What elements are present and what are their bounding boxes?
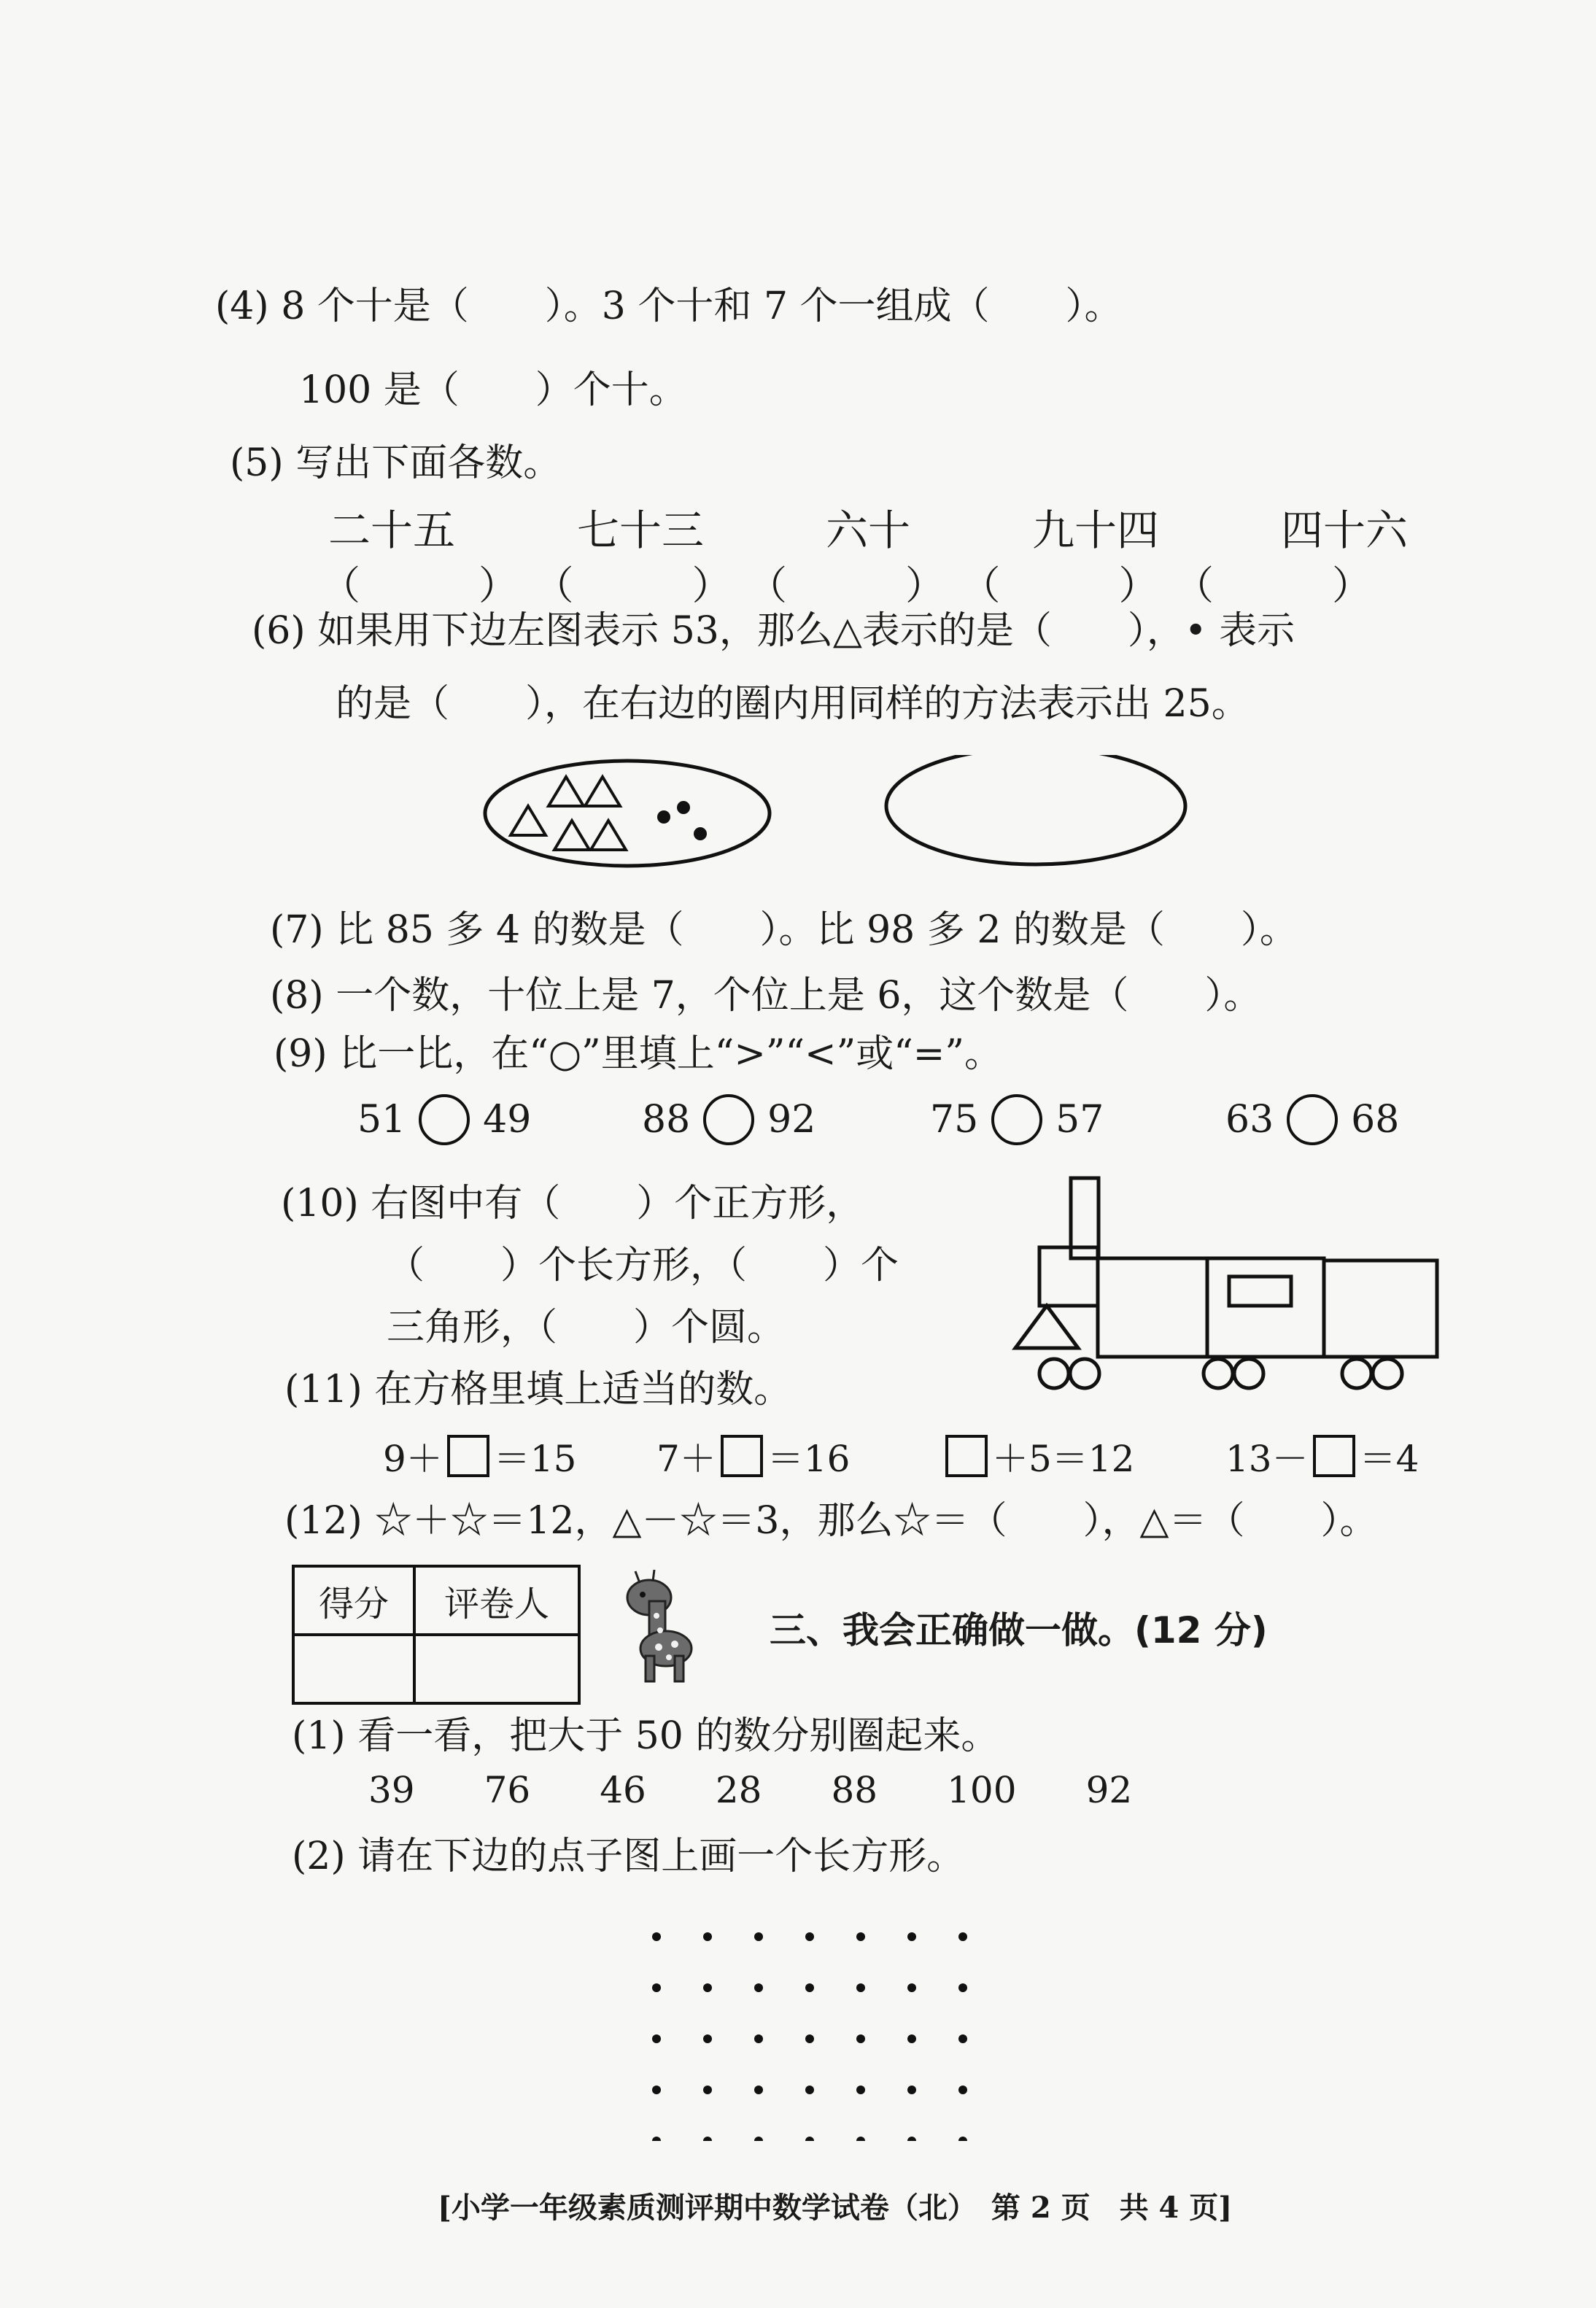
grid-dot[interactable] <box>907 2137 916 2141</box>
answer-blank[interactable]: （ ） <box>748 562 945 608</box>
grid-dot[interactable] <box>805 2086 814 2094</box>
grid-dot[interactable] <box>754 1932 763 1941</box>
chinese-number: 二十五 <box>328 506 456 555</box>
number-item[interactable]: 39 <box>368 1769 415 1811</box>
answer-blanks <box>321 554 1371 611</box>
grid-dot[interactable] <box>805 1932 814 1941</box>
answer-box[interactable] <box>447 1435 489 1477</box>
grid-dot[interactable] <box>958 2137 967 2141</box>
grid-dot[interactable] <box>754 2137 763 2141</box>
compare-left: 51 <box>357 1098 406 1142</box>
number-item[interactable]: 92 <box>1085 1769 1133 1811</box>
grid-dot[interactable] <box>652 2034 661 2043</box>
grid-dot[interactable] <box>754 1983 763 1992</box>
grader-header: 评卷人 <box>414 1566 579 1635</box>
grid-dot[interactable] <box>652 1932 661 1941</box>
equation-left: 7＋ <box>656 1438 716 1480</box>
section-3-question-2: (2) 请在下边的点子图上画一个长方形。 <box>292 1835 965 1878</box>
chinese-number: 四十六 <box>1280 506 1408 555</box>
question-11-prompt: (11) 在方格里填上适当的数。 <box>284 1368 792 1411</box>
compare-circle[interactable] <box>991 1094 1042 1145</box>
grid-dot[interactable] <box>703 2086 712 2094</box>
grid-dot[interactable] <box>652 1983 661 1992</box>
engine-body <box>1098 1258 1207 1357</box>
wheel-circle <box>1204 1359 1233 1388</box>
grid-dot[interactable] <box>907 2086 916 2094</box>
grid-dot[interactable] <box>703 1983 712 1992</box>
compare-right: 49 <box>483 1098 532 1142</box>
cowcatcher-triangle <box>1015 1306 1078 1348</box>
question-4-line-1: (4) 8 个十是（ ）。3 个十和 7 个一组成（ ）。 <box>215 284 1123 328</box>
number-item[interactable]: 46 <box>600 1769 646 1811</box>
chinese-number: 七十三 <box>576 506 704 555</box>
question-7: (7) 比 85 多 4 的数是（ ）。比 98 多 2 的数是（ ）。 <box>270 908 1298 952</box>
grid-dot[interactable] <box>754 2034 763 2043</box>
grid-dot[interactable] <box>856 2137 865 2141</box>
equation <box>656 1430 850 1482</box>
compare-left: 88 <box>642 1098 691 1142</box>
compare-pair <box>357 1094 531 1145</box>
number-item[interactable]: 88 <box>831 1769 878 1811</box>
grid-dot[interactable] <box>703 2137 712 2141</box>
question-10-line-3: 三角形，（ ）个圆。 <box>387 1306 786 1349</box>
answer-blank[interactable]: （ ） <box>961 562 1158 608</box>
compare-pair <box>930 1094 1104 1145</box>
number-item[interactable]: 28 <box>715 1769 762 1811</box>
grid-dot[interactable] <box>907 2034 916 2043</box>
equation <box>1225 1430 1419 1482</box>
answer-box[interactable] <box>1313 1435 1355 1477</box>
right-oval-answer-area[interactable] <box>886 755 1185 864</box>
chinese-number: 六十 <box>825 506 910 555</box>
equation-right: ＝16 <box>767 1438 851 1480</box>
grid-dot[interactable] <box>907 1983 916 1992</box>
triangle-icon <box>511 777 626 850</box>
grid-dot[interactable] <box>958 1932 967 1941</box>
grid-dot[interactable] <box>958 1983 967 1992</box>
chinese-number-list <box>328 496 1408 557</box>
compare-right: 68 <box>1351 1098 1400 1142</box>
grid-dot[interactable] <box>703 1932 712 1941</box>
compare-left: 75 <box>930 1098 979 1142</box>
question-12: (12) ☆＋☆＝12，△－☆＝3，那么☆＝（ ），△＝（ ）。 <box>284 1499 1378 1543</box>
score-cell[interactable] <box>293 1635 414 1703</box>
number-item[interactable]: 100 <box>947 1769 1017 1811</box>
compare-right: 57 <box>1055 1098 1104 1142</box>
grid-dot[interactable] <box>856 2034 865 2043</box>
number-item[interactable]: 76 <box>484 1769 531 1811</box>
question-10-line-1: (10) 右图中有（ ）个正方形， <box>281 1182 864 1225</box>
number-list <box>368 1769 1132 1811</box>
answer-blank[interactable]: （ ） <box>1174 562 1371 608</box>
compare-right: 92 <box>767 1098 816 1142</box>
question-8: (8) 一个数，十位上是 7，个位上是 6，这个数是（ ）。 <box>270 974 1262 1018</box>
compare-pair <box>1225 1094 1399 1145</box>
chinese-number: 九十四 <box>1031 506 1159 555</box>
equation <box>941 1430 1134 1482</box>
tender-rectangle <box>1324 1261 1437 1357</box>
equation <box>383 1430 576 1482</box>
dot-grid[interactable] <box>642 1922 992 2141</box>
answer-blank[interactable]: （ ） <box>534 562 732 608</box>
wheel-circle <box>1039 1359 1069 1388</box>
grid-dot[interactable] <box>754 2086 763 2094</box>
grid-dot[interactable] <box>856 2086 865 2094</box>
grid-dot[interactable] <box>805 2034 814 2043</box>
question-9-prompt: (9) 比一比，在“○”里填上“>”“<”或“=”。 <box>274 1032 1002 1076</box>
wheel-circle <box>1373 1359 1402 1388</box>
answer-box[interactable] <box>721 1435 763 1477</box>
score-header: 得分 <box>293 1566 414 1635</box>
page-footer: [小学一年级素质测评期中数学试卷（北） 第 2 页 共 4 页] <box>438 2191 1233 2225</box>
question-10-line-2: （ ）个长方形，（ ）个 <box>387 1244 899 1287</box>
question-5-prompt: (5) 写出下面各数。 <box>230 441 562 485</box>
compare-circle[interactable] <box>1287 1094 1338 1145</box>
wheel-circle <box>1342 1359 1371 1388</box>
grid-dot[interactable] <box>703 2034 712 2043</box>
equation-left: 9＋ <box>383 1438 443 1480</box>
question-4-line-2: 100 是（ ）个十。 <box>299 368 687 412</box>
grid-dot[interactable] <box>958 2086 967 2094</box>
grid-dot[interactable] <box>958 2034 967 2043</box>
grid-dot[interactable] <box>856 1983 865 1992</box>
grid-dot[interactable] <box>805 1983 814 1992</box>
grid-dot[interactable] <box>652 2086 661 2094</box>
question-6-line-1: (6) 如果用下边左图表示 53，那么△表示的是（ ），• 表示 <box>252 609 1295 653</box>
dot-icon <box>657 801 707 840</box>
grid-dot[interactable] <box>805 2137 814 2141</box>
grid-dot[interactable] <box>856 1932 865 1941</box>
wheel-circle <box>1070 1359 1099 1388</box>
wheel-circle <box>1234 1359 1263 1388</box>
giraffe-icon <box>616 1568 704 1685</box>
compare-left: 63 <box>1225 1098 1274 1142</box>
question-6-line-2: 的是（ ），在右边的圈内用同样的方法表示出 25。 <box>336 682 1250 726</box>
score-table <box>292 1565 581 1705</box>
compare-pair <box>642 1094 816 1145</box>
equation-right: ＝4 <box>1359 1438 1419 1480</box>
equation-right: ＋5＝12 <box>992 1438 1135 1480</box>
cab-square <box>1039 1247 1098 1306</box>
q6-ovals <box>481 755 1211 901</box>
answer-box[interactable] <box>945 1435 988 1477</box>
equation-right: ＝15 <box>493 1438 577 1480</box>
equation-left: 13－ <box>1225 1438 1309 1480</box>
train-figure <box>1007 1167 1444 1408</box>
grid-dot[interactable] <box>907 1932 916 1941</box>
grid-dot[interactable] <box>652 2137 661 2141</box>
grader-cell[interactable] <box>414 1635 579 1703</box>
section-3-question-1: (1) 看一看，把大于 50 的数分别圈起来。 <box>292 1714 999 1758</box>
compare-circle[interactable] <box>703 1094 754 1145</box>
answer-blank[interactable]: （ ） <box>321 562 518 608</box>
section-3-title: 三、我会正确做一做。(12 分) <box>770 1609 1268 1651</box>
compare-circle[interactable] <box>419 1094 470 1145</box>
window-rectangle <box>1229 1277 1291 1306</box>
